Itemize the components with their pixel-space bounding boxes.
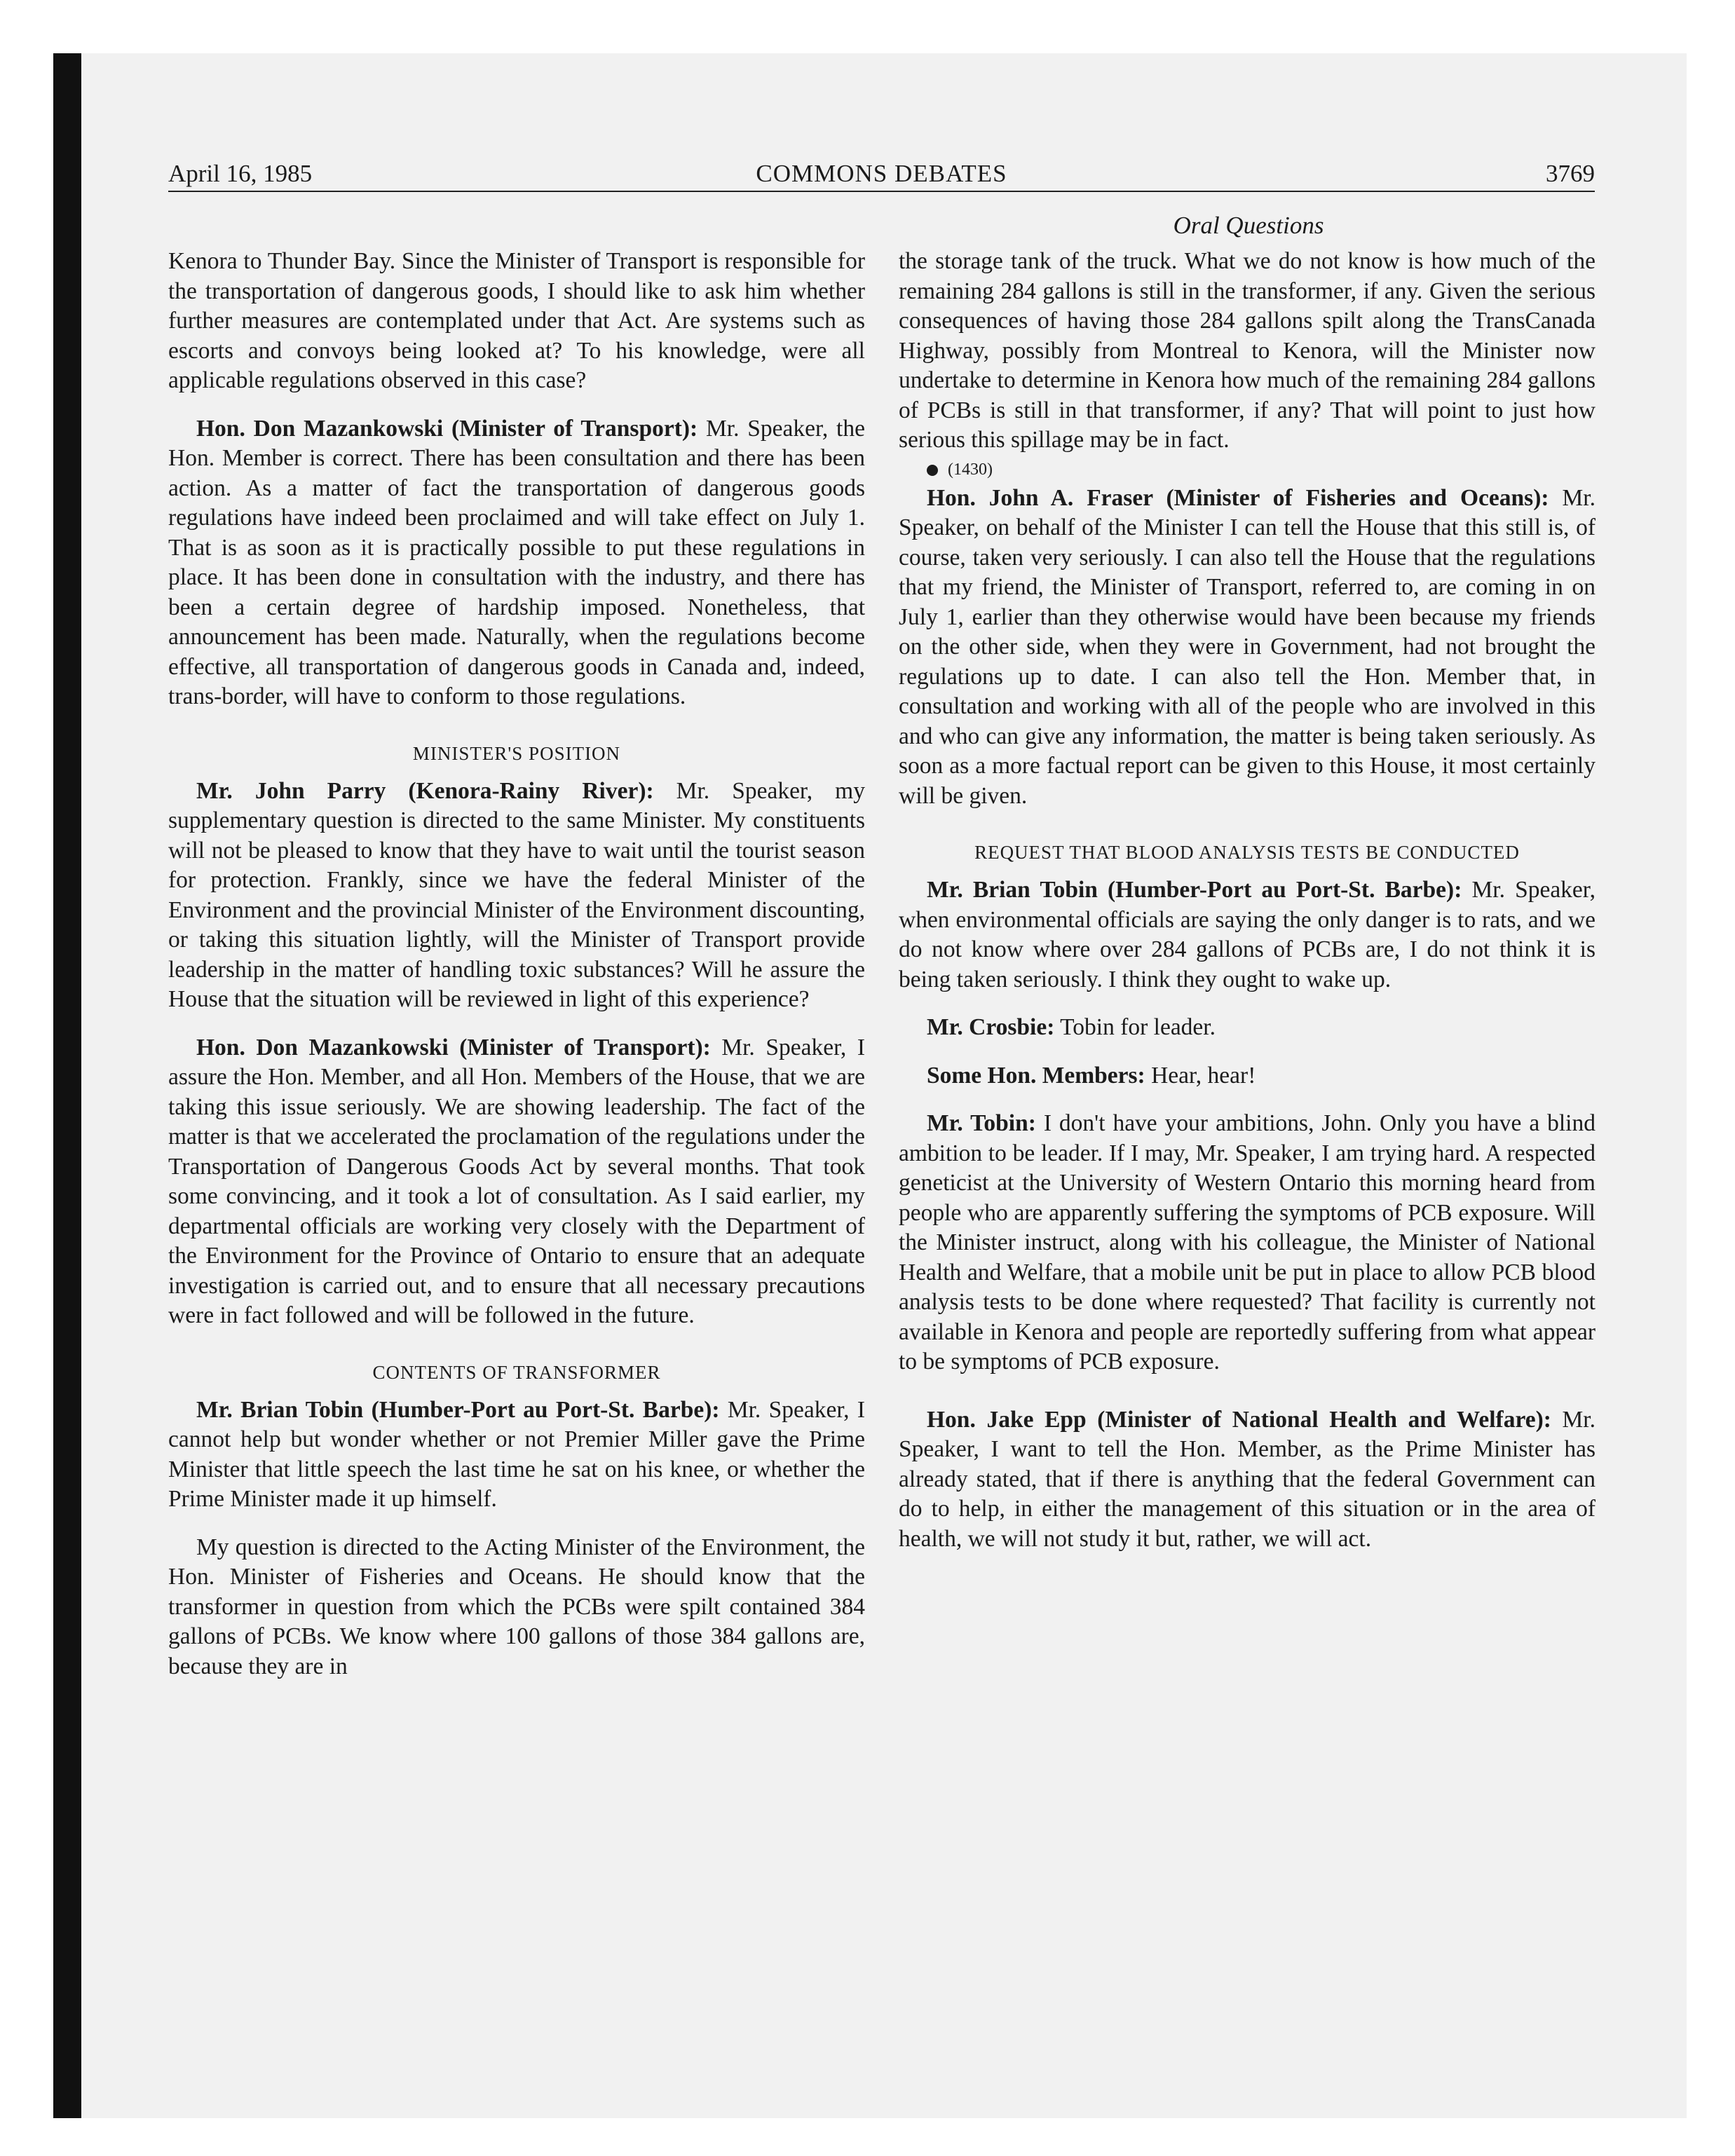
speaker-name: Mr. Tobin: [927,1110,1036,1136]
speech-paragraph [168,1033,865,1331]
binding-edge [53,53,81,2118]
speaker-name: Hon. Don Mazankowski (Minister of Transport): [196,1034,711,1060]
paragraph: My question is directed to the Acting Minister of the Environment, the Hon. Minister of Fisheries and Oceans. He should know that the transformer in question from which the PCBs were spilt contained 384 gallons of PCBs. We know where 100 gallons of those 384 gallons are, because they are in [168,1534,865,1679]
speech-paragraph [899,484,1595,812]
time-marker-text: (1430) [948,460,993,479]
page-header [168,160,1595,188]
speech-paragraph [168,1396,865,1515]
speech-text: Mr. Speaker, my supplementary question is directed to the same Minister. My constituents will not be pleased to know that they have to wait until the tourist season for protection. Frankly, since we have the federal Minister of the Environment and the provincial Minister of the Environment discounting, or taking this situation lightly, will the Minister of Transport provide leadership in the matter of handling toxic substances? Will he assure the House that the situation will be reviewed in light of this experience? [168,777,865,1012]
section-heading: MINISTER'S POSITION [412,742,621,764]
speaker-name: Mr. Brian Tobin (Humber-Port au Port-St. Barbe): [927,877,1462,903]
paragraph: the storage tank of the truck. What we do not know is how much of the remaining 284 gallons is still in the transformer, if any. Given the serious consequences of having those 284 gallons spilt along the TransCanada Highway, possibly from Montreal to Kenora, will the Minister now undertake to determine in Kenora how much of the remaining 284 gallons of PCBs is still in that transformer, if any? That will point to just how serious this spillage may be in fact. [899,248,1595,453]
speech-text: Mr. Speaker, I want to tell the Hon. Member, as the Prime Minister has already stated, that if there is anything that the federal Government can do to help, in either the management of this situation or in the area of health, we will not study it but, rather, we will act. [899,1406,1595,1552]
header-publication: COMMONS DEBATES [756,160,1007,187]
speaker-name: Hon. John A. Fraser (Minister of Fisheries and Oceans): [927,484,1549,511]
speech-paragraph [899,1405,1595,1555]
header-rule [168,191,1595,192]
header-date: April 16, 1985 [168,160,313,187]
paragraph: Kenora to Thunder Bay. Since the Minister of Transport is responsible for the transportation of dangerous goods, I should like to ask him whether further measures are contemplated under that Act. Are systems such as escorts and convoys being looked at? To his knowledge, were all applicable regulations observed in this case? [168,248,865,393]
speech-text: I don't have your ambitions, John. Only you have a blind ambition to be leader. If I may, Mr. Speaker, I am trying hard. A respected geneticist at the University of Western Ontario this morning heard from people who are apparently suffering the symptoms of PCB exposure. Will the Minister instruct, along with his colleague, the Minister of National Health and Welfare, that a mobile unit be put in place to allow PCB blood analysis tests to be done where requested? That facility is currently not available in Kenora and people are reportedly suffering from what appear to be symptoms of PCB exposure. [899,1110,1595,1374]
time-marker [899,456,1595,484]
speech-text: Mr. Speaker, the Hon. Member is correct. There has been consultation and there has been action. As a matter of fact the transportation of dangerous goods regulations have indeed been proclaimed and will take effect on July 1. That is as soon as it is practically possible to put these regulations in place. It has been done in consultation with the industry, and there has been a certain degree of hardship imposed. Nonetheless, that announcement has been made. Naturally, when the regulations become effective, all transportation of dangerous goods in Canada and, indeed, trans-border, will have to conform to those regulations. [168,415,865,709]
speaker-name: Hon. Don Mazankowski (Minister of Transport): [196,415,698,442]
speech-text: Mr. Speaker, I cannot help but wonder whether or not Premier Miller gave the Prime Minister that little speech the last time he sat on his knee, or whether the Prime Minister made it up himself. [168,1396,865,1512]
section-title: Oral Questions [1173,212,1324,239]
speech-text: Tobin for leader. [1054,1014,1216,1040]
speaker-name: Hon. Jake Epp (Minister of National Health and Welfare): [927,1406,1551,1433]
bullet-icon [927,465,938,476]
speech-text: Mr. Speaker, on behalf of the Minister I can tell the House that this still is, of course, taken very seriously. I can also tell the House that the regulations that my friend, the Minister of Transport, referred to, are coming in on July 1, earlier than they otherwise would have been because my friends on the other side, when they were in Government, had not brought the regulations up to date. I can also tell the Hon. Member that, in consultation and working with all of the people who are involved in this and who can give any information, the matter is being taken seriously. As soon as a more factual report can be given to this House, it most certainly will be given. [899,484,1595,809]
speech-paragraph [899,1061,1595,1091]
speech-paragraph [899,1013,1595,1043]
header-page-number: 3769 [1546,160,1595,187]
speech-paragraph [168,414,865,712]
left-column [168,247,865,1681]
speech-paragraph [899,1109,1595,1377]
speech-text: Mr. Speaker, when environmental officials are saying the only danger is to rats, and we do not know where over 284 gallons of PCBs are, I do not think it is being taken seriously. I think they ought to wake up. [899,877,1595,992]
section-heading: CONTENTS OF TRANSFORMER [372,1361,661,1383]
speech-text: Mr. Speaker, I assure the Hon. Member, and all Hon. Members of the House, that we are taking this issue seriously. We are showing leadership. The fact of the matter is that we accelerated the proclamation of the regulations under the Transportation of Dangerous Goods Act by several months. That took some convincing, and it took a lot of consultation. As I said earlier, my departmental officials are working very closely with the Department of the Environment for the Province of Ontario to ensure that an adequate investigation is carried out, and to ensure that all necessary precautions were in fact followed and will be followed in the future. [168,1034,865,1328]
speaker-name: Some Hon. Members: [927,1062,1145,1089]
speech-paragraph [168,777,865,1015]
speaker-name: Mr. Crosbie: [927,1014,1055,1040]
speech-paragraph [899,875,1595,995]
right-column [899,247,1595,1554]
speaker-name: Mr. Brian Tobin (Humber-Port au Port-St. Barbe): [196,1396,720,1423]
speech-text: Hear, hear! [1145,1062,1256,1089]
section-heading: REQUEST THAT BLOOD ANALYSIS TESTS BE CONDUCTED [974,842,1520,863]
speaker-name: Mr. John Parry (Kenora-Rainy River): [196,777,654,804]
